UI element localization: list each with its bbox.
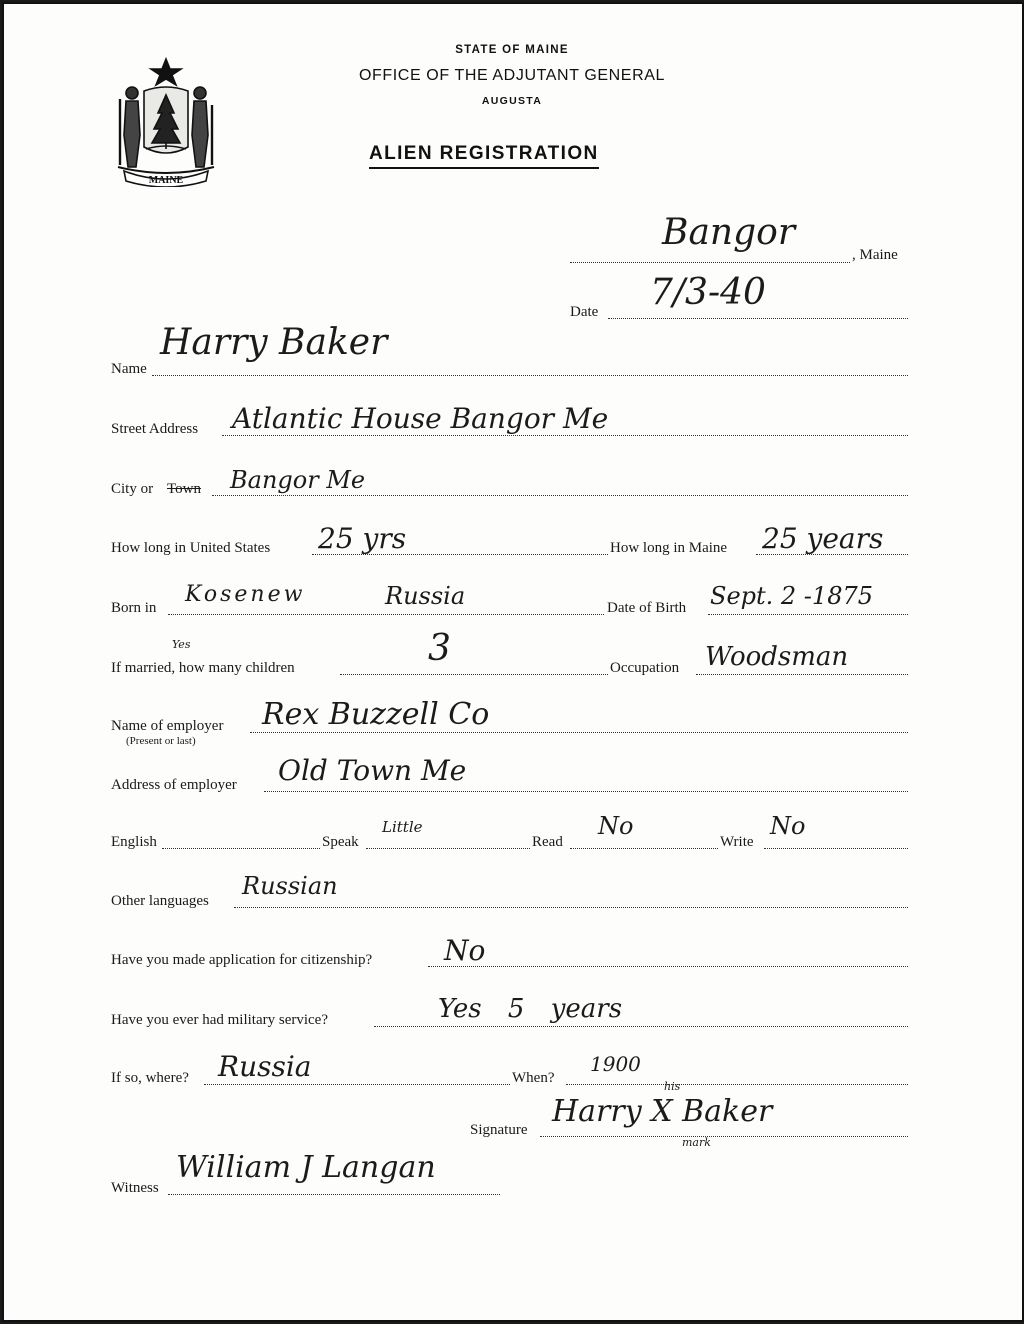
military-line bbox=[374, 1026, 908, 1027]
date-line bbox=[608, 318, 908, 319]
how-long-maine-label: How long in Maine bbox=[610, 540, 728, 556]
where-line bbox=[204, 1084, 510, 1085]
address-of-employer-value[interactable]: Old Town Me bbox=[278, 754, 467, 787]
occupation-value[interactable]: Woodsman bbox=[705, 642, 849, 672]
how-long-us-label: How long in United States bbox=[111, 540, 271, 556]
name-of-employer-label: Name of employer bbox=[111, 718, 224, 734]
seal-banner-text: MAINE bbox=[148, 175, 184, 186]
when-value[interactable]: 1900 bbox=[590, 1052, 641, 1076]
citizenship-value[interactable]: No bbox=[444, 934, 486, 967]
english-label: English bbox=[111, 834, 157, 850]
signature-value[interactable]: Harry X Baker bbox=[552, 1094, 773, 1129]
date-value[interactable]: 7/3-40 bbox=[650, 272, 766, 313]
employer-line bbox=[250, 732, 908, 733]
header-city: AUGUSTA bbox=[481, 95, 543, 107]
write-line bbox=[764, 848, 908, 849]
name-label: Name bbox=[111, 361, 147, 377]
header-office: OFFICE OF THE ADJUTANT GENERAL bbox=[358, 67, 666, 84]
english-line bbox=[162, 848, 320, 849]
witness-line bbox=[168, 1194, 500, 1195]
maine-label: , Maine bbox=[852, 247, 898, 263]
how-long-maine-value[interactable]: 25 years bbox=[762, 522, 884, 555]
witness-value[interactable]: William J Langan bbox=[176, 1150, 436, 1185]
signature-mark: mark bbox=[682, 1136, 711, 1149]
born-in-line bbox=[168, 614, 604, 615]
military-label: Have you ever had military service? bbox=[111, 1012, 328, 1028]
occupation-label: Occupation bbox=[610, 660, 680, 676]
street-address-line bbox=[222, 435, 908, 436]
married-value[interactable]: Yes bbox=[172, 638, 191, 651]
if-so-where-label: If so, where? bbox=[111, 1070, 189, 1086]
date-of-birth-label: Date of Birth bbox=[607, 600, 687, 616]
read-label: Read bbox=[532, 834, 563, 850]
military-value[interactable]: Yes 5 years bbox=[438, 994, 623, 1024]
place-value[interactable]: Bangor bbox=[662, 212, 796, 253]
write-label: Write bbox=[720, 834, 754, 850]
address-of-employer-line bbox=[264, 791, 908, 792]
if-married-label: If married, how many children bbox=[111, 660, 295, 676]
occupation-line bbox=[696, 674, 908, 675]
street-address-value[interactable]: Atlantic House Bangor Me bbox=[232, 402, 609, 435]
witness-label: Witness bbox=[111, 1180, 159, 1196]
citizenship-label: Have you made application for citizenship? bbox=[111, 952, 373, 968]
read-value[interactable]: No bbox=[598, 812, 634, 840]
date-of-birth-value[interactable]: Sept. 2 -1875 bbox=[710, 582, 873, 610]
speak-line bbox=[366, 848, 530, 849]
other-languages-line bbox=[234, 907, 908, 908]
where-value[interactable]: Russia bbox=[218, 1050, 312, 1083]
read-line bbox=[570, 848, 718, 849]
when-line bbox=[566, 1084, 908, 1085]
born-in-label: Born in bbox=[111, 600, 157, 616]
city-or-label: City or bbox=[111, 481, 154, 497]
city-value[interactable]: Bangor Me bbox=[230, 466, 366, 494]
city-line bbox=[212, 495, 908, 496]
date-label: Date bbox=[570, 304, 599, 320]
speak-value[interactable]: Little bbox=[382, 818, 423, 836]
children-value[interactable]: 3 bbox=[428, 628, 451, 669]
form-title: ALIEN REGISTRATION bbox=[369, 143, 599, 169]
street-address-label: Street Address bbox=[111, 421, 199, 437]
children-line bbox=[340, 674, 608, 675]
born-in-town-value[interactable]: Kosenew bbox=[185, 582, 306, 607]
when-label: When? bbox=[512, 1070, 555, 1086]
other-languages-value[interactable]: Russian bbox=[242, 872, 338, 900]
how-long-us-value[interactable]: 25 yrs bbox=[318, 522, 407, 555]
date-of-birth-line bbox=[708, 614, 908, 615]
born-in-country-value[interactable]: Russia bbox=[385, 582, 466, 610]
present-or-last-label: (Present or last) bbox=[126, 735, 196, 747]
citizenship-line bbox=[428, 966, 908, 967]
address-of-employer-label: Address of employer bbox=[111, 777, 237, 793]
write-value[interactable]: No bbox=[770, 812, 806, 840]
signature-label: Signature bbox=[470, 1122, 528, 1138]
other-languages-label: Other languages bbox=[111, 893, 209, 909]
place-line bbox=[570, 262, 850, 263]
signature-his: his bbox=[664, 1080, 681, 1093]
speak-label: Speak bbox=[322, 834, 359, 850]
employer-value[interactable]: Rex Buzzell Co bbox=[262, 697, 490, 732]
signature-line bbox=[540, 1136, 908, 1137]
name-value[interactable]: Harry Baker bbox=[160, 322, 388, 363]
name-line bbox=[152, 375, 908, 376]
header-state: STATE OF MAINE bbox=[455, 44, 569, 56]
town-label-struck: Town bbox=[167, 481, 201, 497]
